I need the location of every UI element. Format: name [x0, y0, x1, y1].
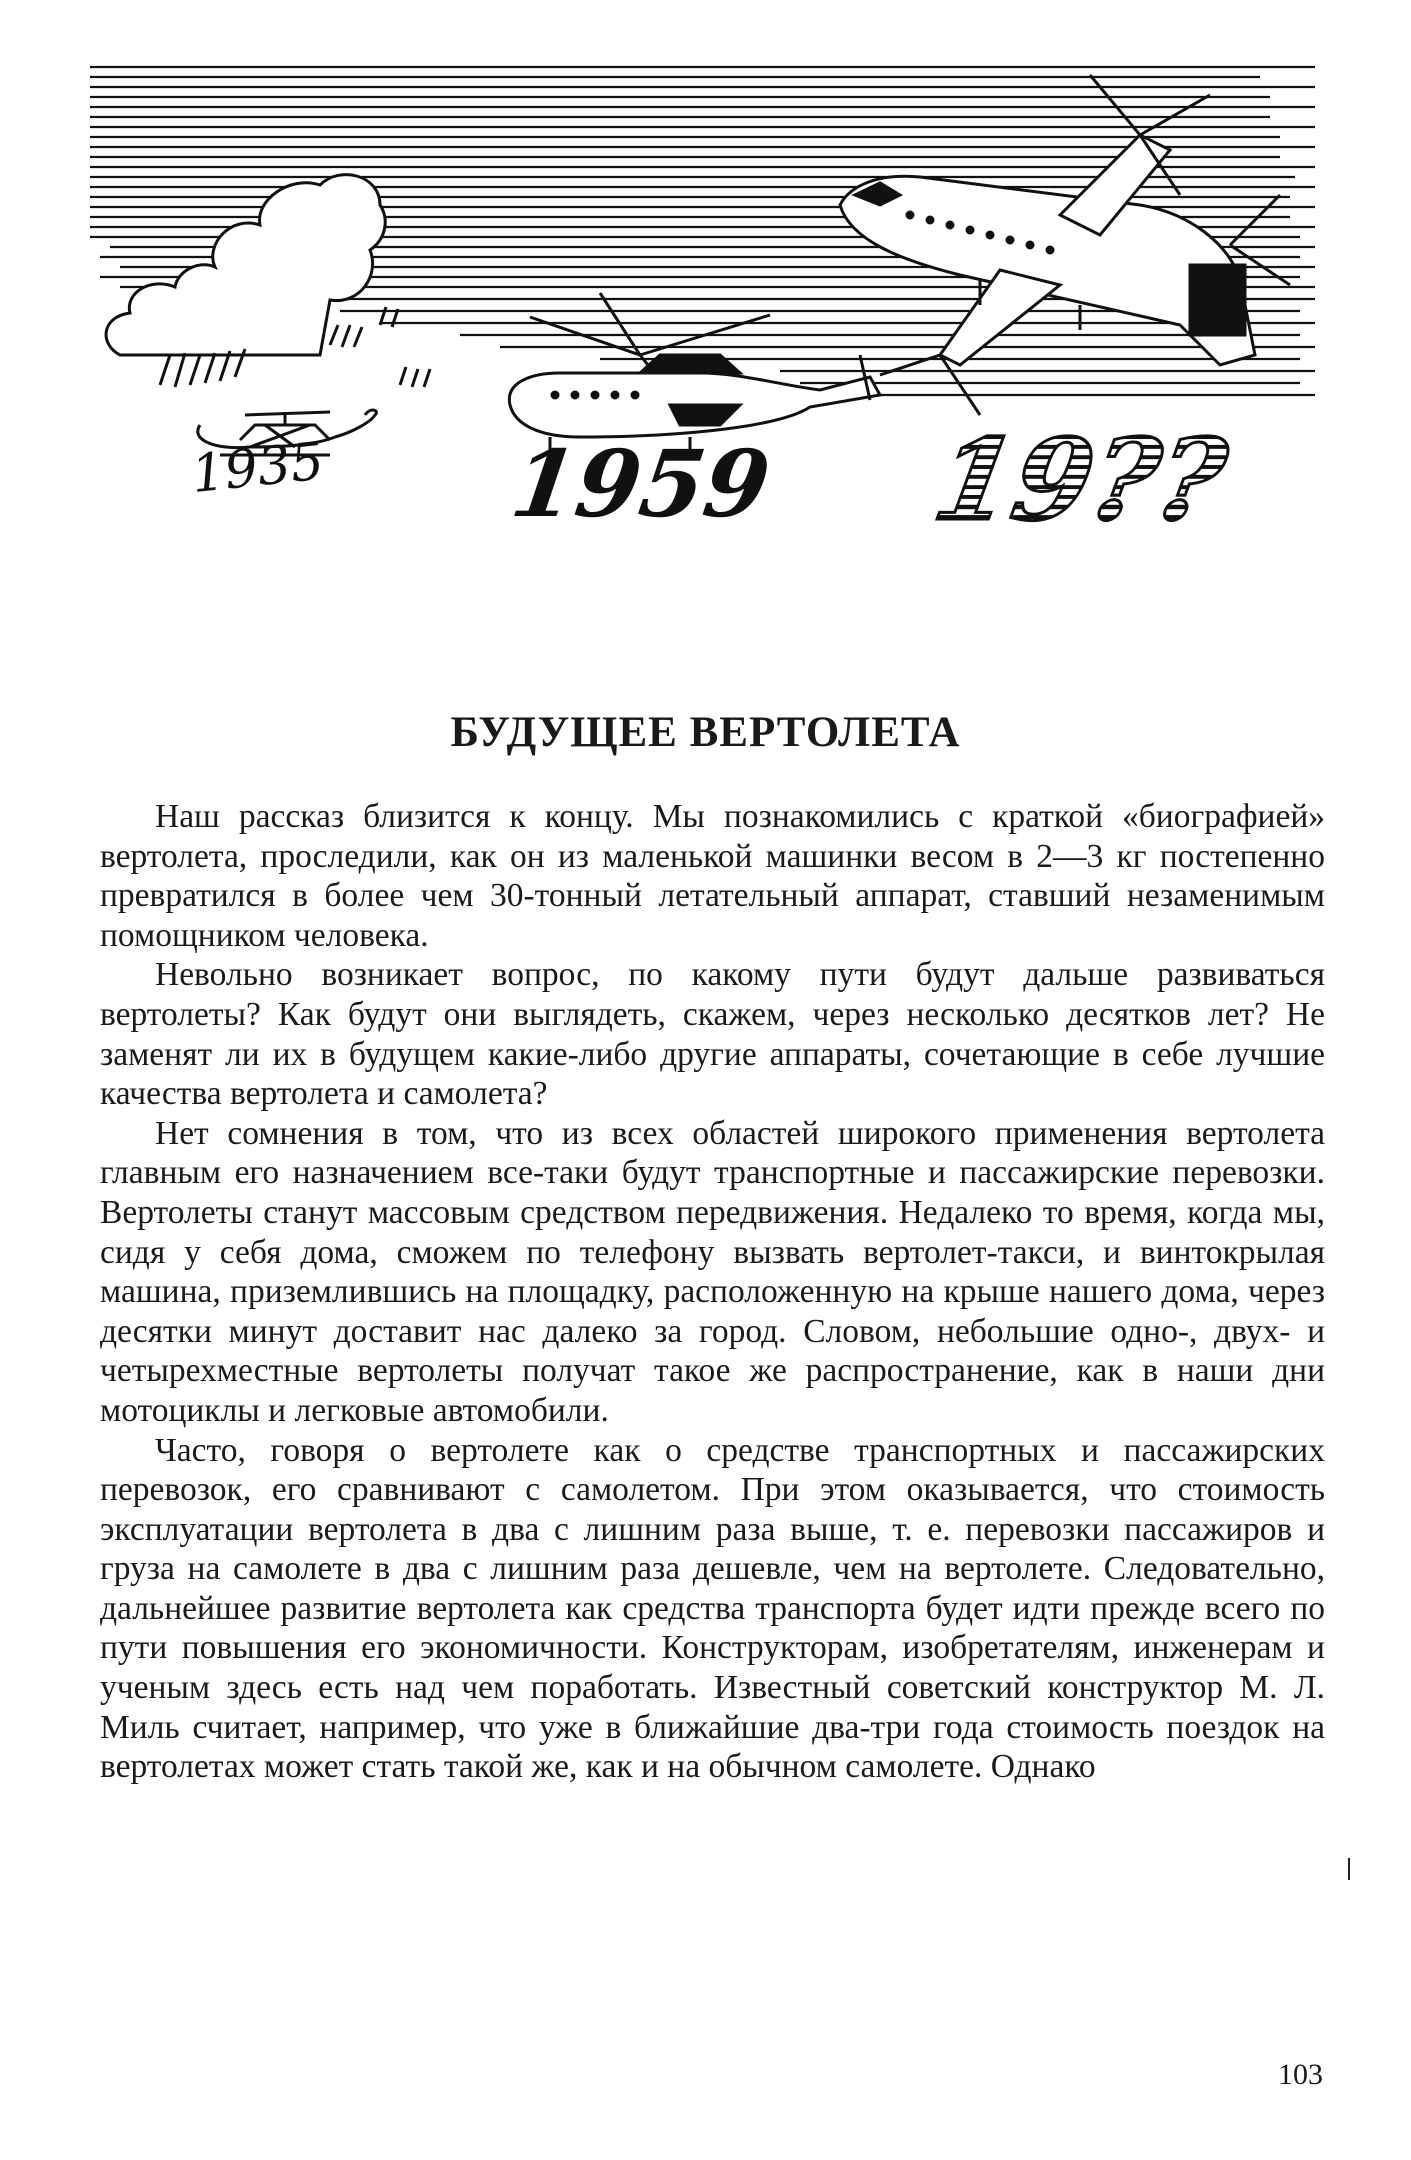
paragraph-4: Часто, говоря о вертолете как о средстве транспортных и пассажирских перевозок, его сравнивают с самолетом. При этом оказывается, что стоимость эксплуатации вертолета в два с лишним раза выше, т. е. перевозки пассажиров и груза на самолете в два с лишним раза дешевле, чем на вертолете. Следовательно, дальнейшее развитие вертолета как средства транспорта будет идти прежде всего по пути повышения его экономичности. Конструкторам, изобретателям, инженерам и ученым здесь есть над чем поработать. Известный советский конструктор М. Л. Миль считает, например, что уже в ближайшие два-три года стоимость поездок на вертолетах может стать такой же, как и на обычном самолете. Однако: [100, 1431, 1325, 1786]
paragraph-3: Нет сомнения в том, что из всех областей широкого применения вертолета главным его назначением все-таки будут транспортные и пассажирские перевозки. Вертолеты станут массовым средством передвижения. Недалеко то время, когда мы, сидя у себя дома, сможем по телефону вызвать вертолет-такси, и винтокрылая машина, приземлившись на площадку, расположенную на крыше нашего дома, через десятки минут доставит нас далеко за город. Словом, небольшие одно-, двух- и четырехместные вертолеты получат такое же распространение, как в наши дни мотоциклы и легковые автомобили.: [100, 1114, 1325, 1429]
year-label-1959: 1959: [505, 430, 777, 538]
article-title: БУДУЩЕЕ ВЕРТОЛЕТА: [450, 709, 961, 756]
year-label-future: 19??: [925, 415, 1236, 546]
page-number: 103: [1278, 2058, 1323, 2091]
paragraph-1: Наш рассказ близится к концу. Мы познакомились с краткой «биографией» вертолета, проследили, как он из маленькой машинки весом в 2—3 кг постепенно превратился в более чем 30-тонный летательный аппарат, ставший незаменимым помощником человека.: [100, 798, 1325, 954]
paragraph-2: Невольно возникает вопрос, по какому пути будут дальше развиваться вертолеты? Как будут они выглядеть, скажем, через несколько десятков лет? Не заменят ли их в будущем какие-либо другие аппараты, сочетающие в себе лучшие качества вертолета и самолета?: [100, 956, 1325, 1113]
margin-mark: [1348, 1858, 1350, 1880]
article-body: [100, 797, 1325, 1787]
header-illustration: [80, 55, 1330, 575]
year-label-1935: 1935: [188, 431, 327, 505]
